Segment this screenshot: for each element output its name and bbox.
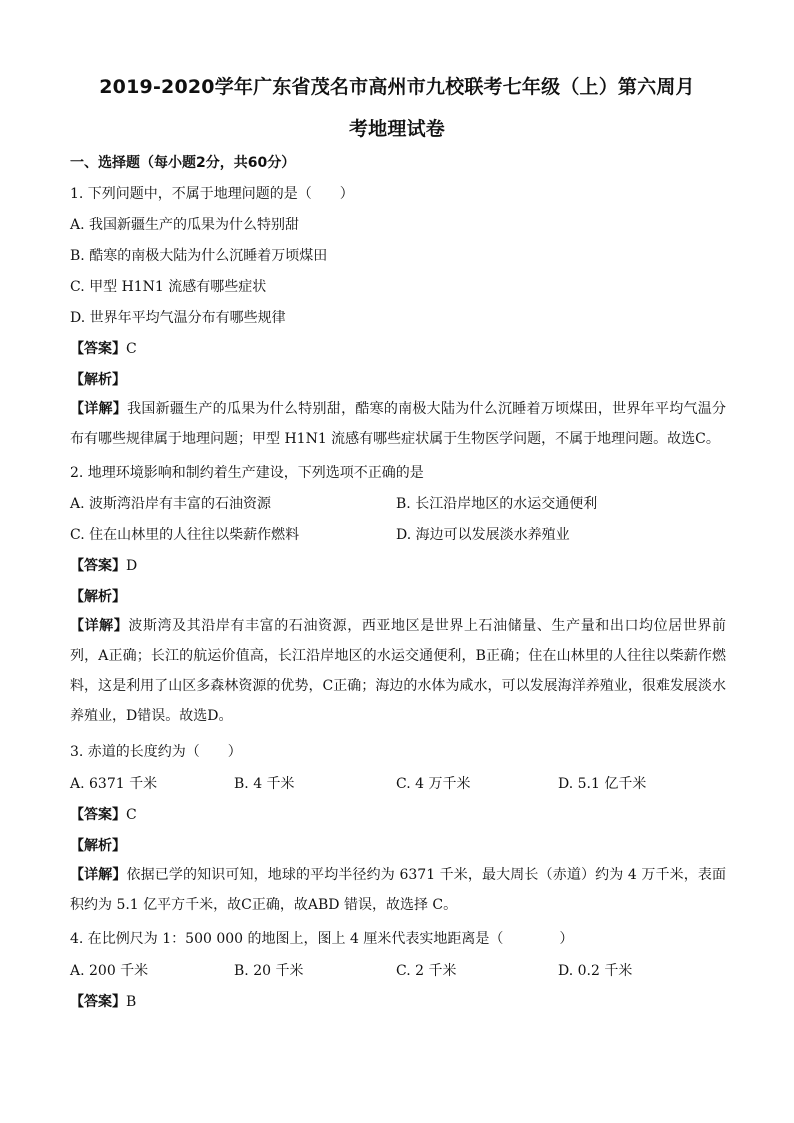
q2-detail	[70, 611, 726, 731]
q2-answer-value: D	[126, 558, 138, 574]
answer-label: 【答案】	[70, 994, 126, 1010]
q1-detail	[70, 394, 726, 454]
q2-detail-text: 波斯湾及其沿岸有丰富的石油资源，西亚地区是世界上石油储量、生产量和出口均位居世界前列，A正确；长江的航运价值高，长江沿岸地区的水运交通便利，B正确；住在山林里的人往往以柴薪作燃料，这是利用了山区多森林资源的优势，C正确；海边的水体为咸水，可以发展海洋养殖业，很难发展淡水养殖业，D错误。故选D。	[70, 618, 727, 724]
answer-label: 【答案】	[70, 807, 126, 823]
q3-detail	[70, 860, 726, 920]
q3-option-c: C. 4 万千米	[396, 776, 471, 792]
q2-option-b: B. 长江沿岸地区的水运交通便利	[396, 496, 598, 512]
q1-detail-text: 我国新疆生产的瓜果为什么特别甜，酷寒的南极大陆为什么沉睡着万顷煤田，世界年平均气温分布有哪些规律属于地理问题；甲型 H1N1 流感有哪些症状属于生物医学问题，不属于地理问题。故选C。	[70, 401, 727, 447]
answer-label: 【答案】	[70, 558, 126, 574]
q2-stem: 2. 地理环境影响和制约着生产建设，下列选项不正确的是	[70, 465, 424, 481]
q1-answer	[70, 338, 137, 358]
detail-label: 【详解】	[70, 618, 129, 634]
q1-answer-value: C	[126, 341, 137, 357]
analysis-label: 【解析】	[70, 372, 126, 388]
analysis-label: 【解析】	[70, 838, 126, 854]
q4-option-a: A. 200 千米	[70, 963, 149, 979]
q1-option-b: B. 酷寒的南极大陆为什么沉睡着万顷煤田	[70, 248, 328, 264]
q1-option-a: A. 我国新疆生产的瓜果为什么特别甜	[70, 217, 300, 233]
section-heading: 一、选择题（每小题2分，共60分）	[70, 155, 296, 171]
q4-option-d: D. 0.2 千米	[558, 963, 633, 979]
q3-detail-text: 依据已学的知识可知，地球的平均半径约为 6371 千米，最大周长（赤道）约为 4 万千米，表面积约为 5.1 亿平方千米，故C正确，故ABD 错误，故选择 C。	[70, 867, 727, 913]
q4-option-c: C. 2 千米	[396, 963, 457, 979]
q3-stem: 3. 赤道的长度约为（ ）	[70, 744, 242, 760]
q1-analysis-label	[70, 369, 126, 389]
q2-analysis-label	[70, 586, 126, 606]
q4-answer-value: B	[126, 994, 137, 1010]
q2-option-a: A. 波斯湾沿岸有丰富的石油资源	[70, 496, 272, 512]
q2-option-c: C. 住在山林里的人往往以柴薪作燃料	[70, 527, 300, 543]
q3-analysis-label	[70, 835, 126, 855]
q3-option-b: B. 4 千米	[234, 776, 295, 792]
document-title-line-2: 考地理试卷	[348, 118, 445, 140]
q4-option-b: B. 20 千米	[234, 963, 304, 979]
q1-stem: 1. 下列问题中，不属于地理问题的是（ ）	[70, 186, 354, 202]
q4-answer	[70, 991, 136, 1011]
detail-label: 【详解】	[70, 867, 127, 883]
q4-stem: 4. 在比例尺为 1：500 000 的地图上，图上 4 厘米代表实地距离是（ ）	[70, 931, 574, 947]
q1-option-c: C. 甲型 H1N1 流感有哪些症状	[70, 279, 267, 295]
q3-answer	[70, 804, 137, 824]
q2-option-d: D. 海边可以发展淡水养殖业	[396, 527, 570, 543]
detail-label: 【详解】	[70, 401, 128, 417]
q1-option-d: D. 世界年平均气温分布有哪些规律	[70, 310, 286, 326]
answer-label: 【答案】	[70, 341, 126, 357]
analysis-label: 【解析】	[70, 589, 126, 605]
q2-answer	[70, 555, 137, 575]
q3-option-d: D. 5.1 亿千米	[558, 776, 647, 792]
q3-answer-value: C	[126, 807, 137, 823]
document-title-line-1: 2019-2020学年广东省茂名市高州市九校联考七年级（上）第六周月	[99, 76, 695, 98]
q3-option-a: A. 6371 千米	[70, 776, 158, 792]
